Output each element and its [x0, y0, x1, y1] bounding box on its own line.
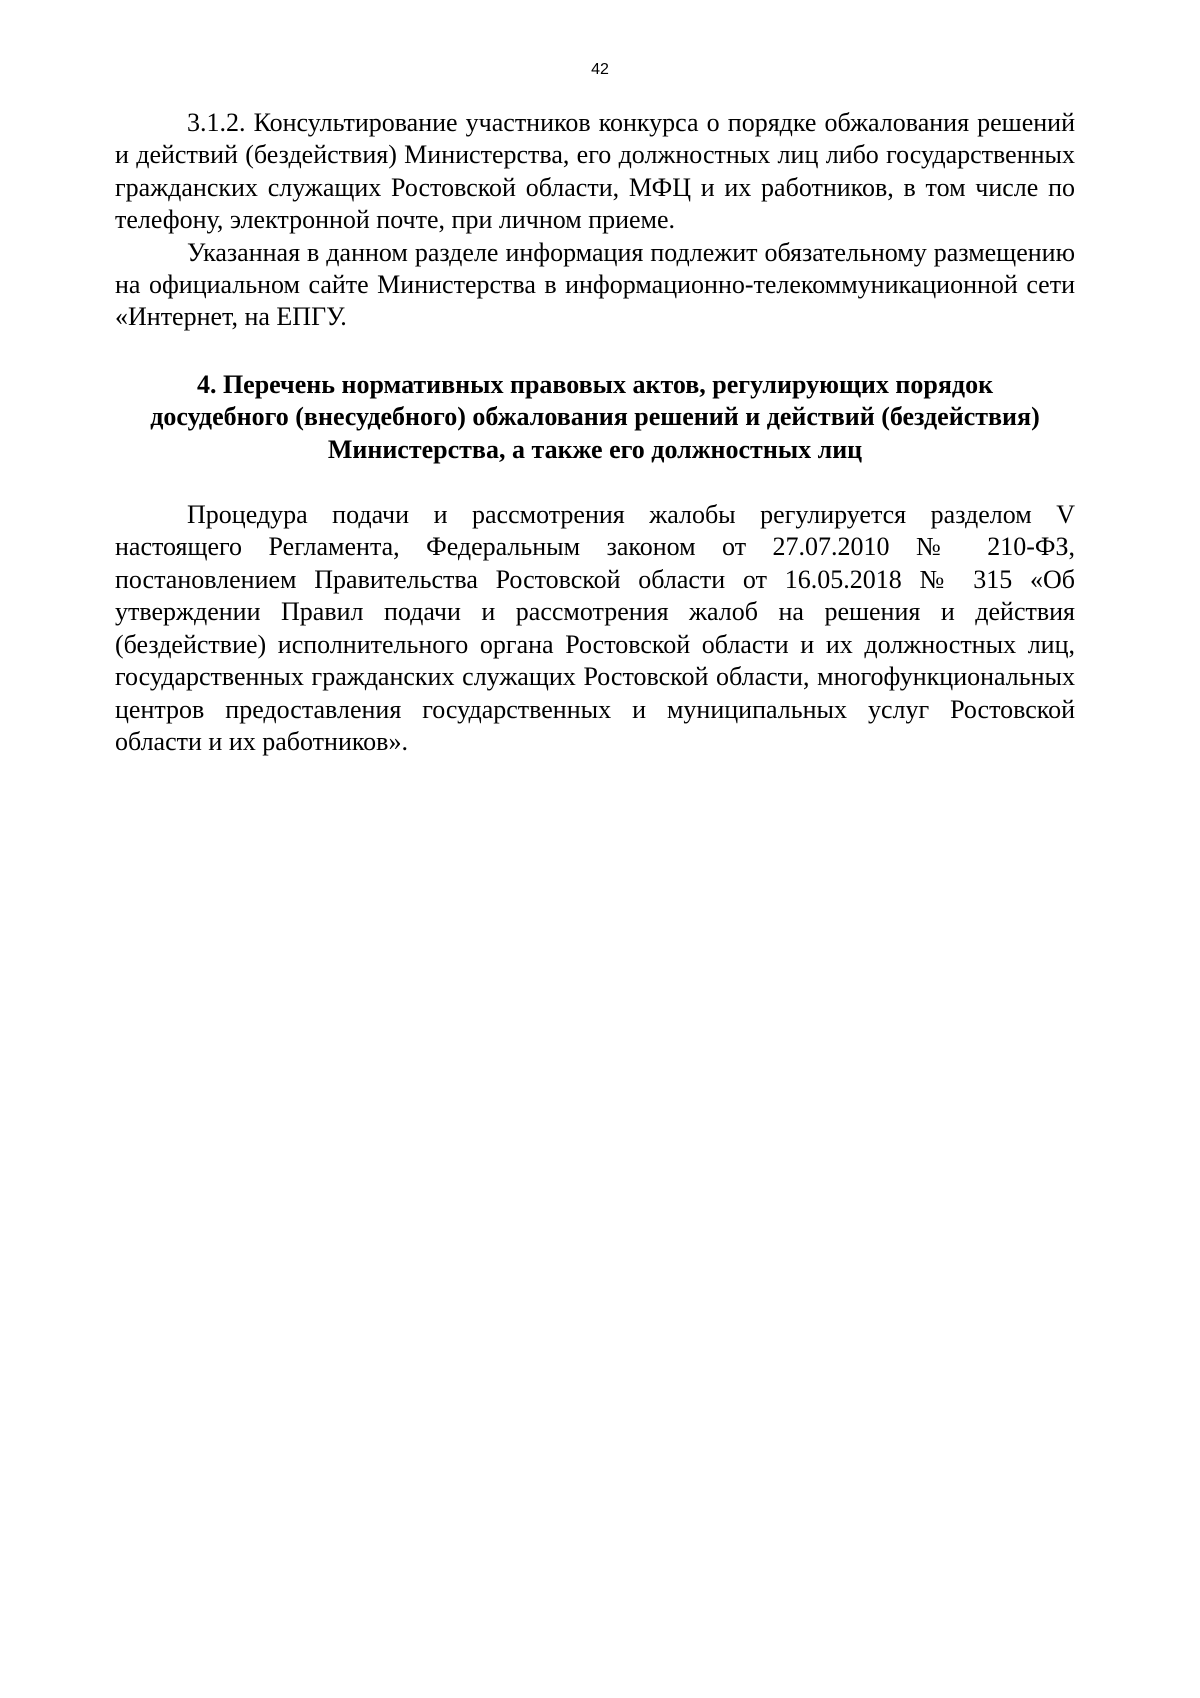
paragraph-consultation: 3.1.2. Консультирование участников конкурса о порядке обжалования решений и действий (бездействия) Министерства, его должностных лиц либо государственных гражданских служащих Ростовской области, МФЦ и их работников, в том числе по телефону, электронной почте, при личном приеме.	[115, 108, 1075, 235]
paragraph-information-placement: Указанная в данном разделе информация подлежит обязательному размещению на официальном сайте Министерства в информационно-телекоммуникационной сети «Интернет, на ЕПГУ.	[115, 237, 1075, 332]
section-heading	[115, 369, 1075, 466]
section-heading-line: Министерства, а также его должностных лиц	[327, 434, 863, 464]
paragraph-complaint-procedure: Процедура подачи и рассмотрения жалобы регулируется разделом V настоящего Регламента, Федеральным законом от 27.07.2010 № 210-ФЗ, постановлением Правительства Ростовской области от 16.05.2018 № 315 «Об утверждении Правил подачи и рассмотрения жалоб на решения и действия (бездействие) исполнительного органа Ростовской области и их должностных лиц, государственных гражданских служащих Ростовской области, многофункциональных центров предоставления государственных и муниципальных услуг Ростовской области и их работников».	[115, 500, 1075, 756]
section-heading-line: досудебного (внесудебного) обжалования решений и действий (бездействия)	[150, 402, 1040, 432]
page-number: 42	[591, 61, 609, 78]
section-heading-line: 4. Перечень нормативных правовых актов, регулирующих порядок	[196, 369, 994, 399]
document-body	[115, 107, 1075, 758]
